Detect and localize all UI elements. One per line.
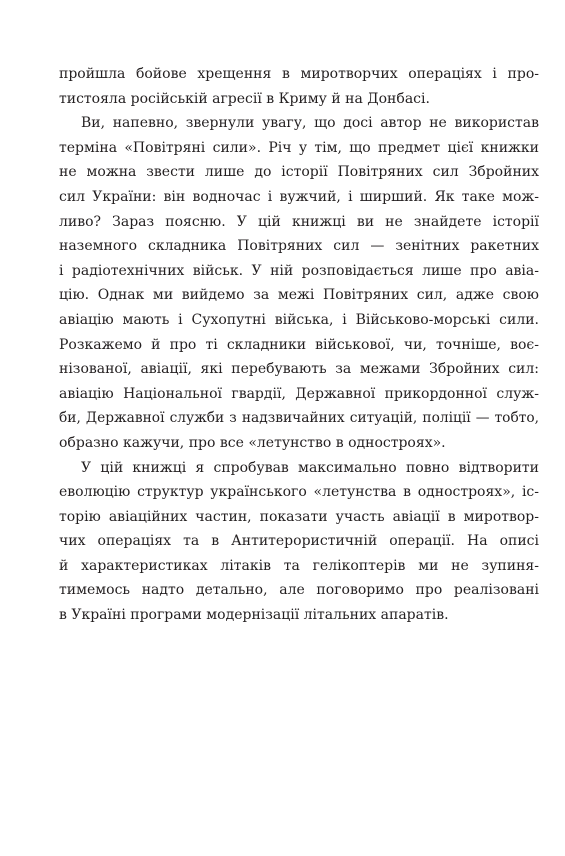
text-line: не можна звести лише до історії Повітряних сил Збройних [59, 164, 539, 181]
text-line: торію авіаційних частин, показати участь авіації в миротвор- [59, 508, 539, 525]
text-line: авіацію мають і Сухопутні війська, і Військово-морські сили. [59, 311, 539, 328]
text-line: авіацію Національної гвардії, Державної прикордонної служ- [59, 385, 539, 402]
page-body [59, 62, 539, 628]
paragraph-3 [59, 456, 539, 628]
text-line: пройшла бойове хрещення в миротворчих операціях і про- [59, 66, 539, 82]
text-line: в Україні програми модернізації літальних апаратів. [59, 607, 449, 624]
text-line: терміна «Повітряні сили». Річ у тім, що предмет цієї книжки [59, 139, 539, 156]
text-line: тимемось надто детально, але поговоримо про реалізовані [59, 582, 539, 599]
text-line: сил України: він водночас і вужчий, і ширший. Як таке мож- [59, 188, 539, 205]
text-line: У цій книжці я спробував максимально повно відтворити [81, 459, 539, 476]
text-line: і радіотехнічних військ. У ній розповідається лише про авіа- [59, 262, 539, 279]
text-line: й характеристиках літаків та гелікоптерів ми не зупиня- [59, 557, 539, 574]
text-line: нізованої, авіації, які перебувають за межами Збройних сил: [59, 361, 539, 378]
text-line: ливо? Зараз поясню. У цій книжці ви не знайдете історії [59, 213, 539, 230]
text-line: цію. Однак ми вийдемо за межі Повітряних сил, адже свою [59, 287, 539, 304]
text-line: тистояла російській агресії в Криму й на Донбасі. [59, 90, 430, 107]
text-line: Розкажемо й про ті складники військової, чи, точніше, воє- [59, 336, 539, 353]
text-line: Ви, напевно, звернули увагу, що досі автор не використав [81, 115, 539, 132]
text-line: еволюцію структур українського «летунства в одностроях», іс- [59, 484, 539, 501]
text-line: би, Державної служби з надзвичайних ситуацій, поліції — тобто, [59, 410, 539, 427]
text-line: наземного складника Повітряних сил — зенітних ракетних [59, 238, 539, 255]
paragraph-1 [59, 62, 539, 111]
paragraph-2 [59, 111, 539, 455]
text-line: образно кажучи, про все «летунство в одностроях». [59, 434, 446, 451]
text-line: чих операціях та в Антитерористичній операції. На описі [59, 533, 539, 550]
